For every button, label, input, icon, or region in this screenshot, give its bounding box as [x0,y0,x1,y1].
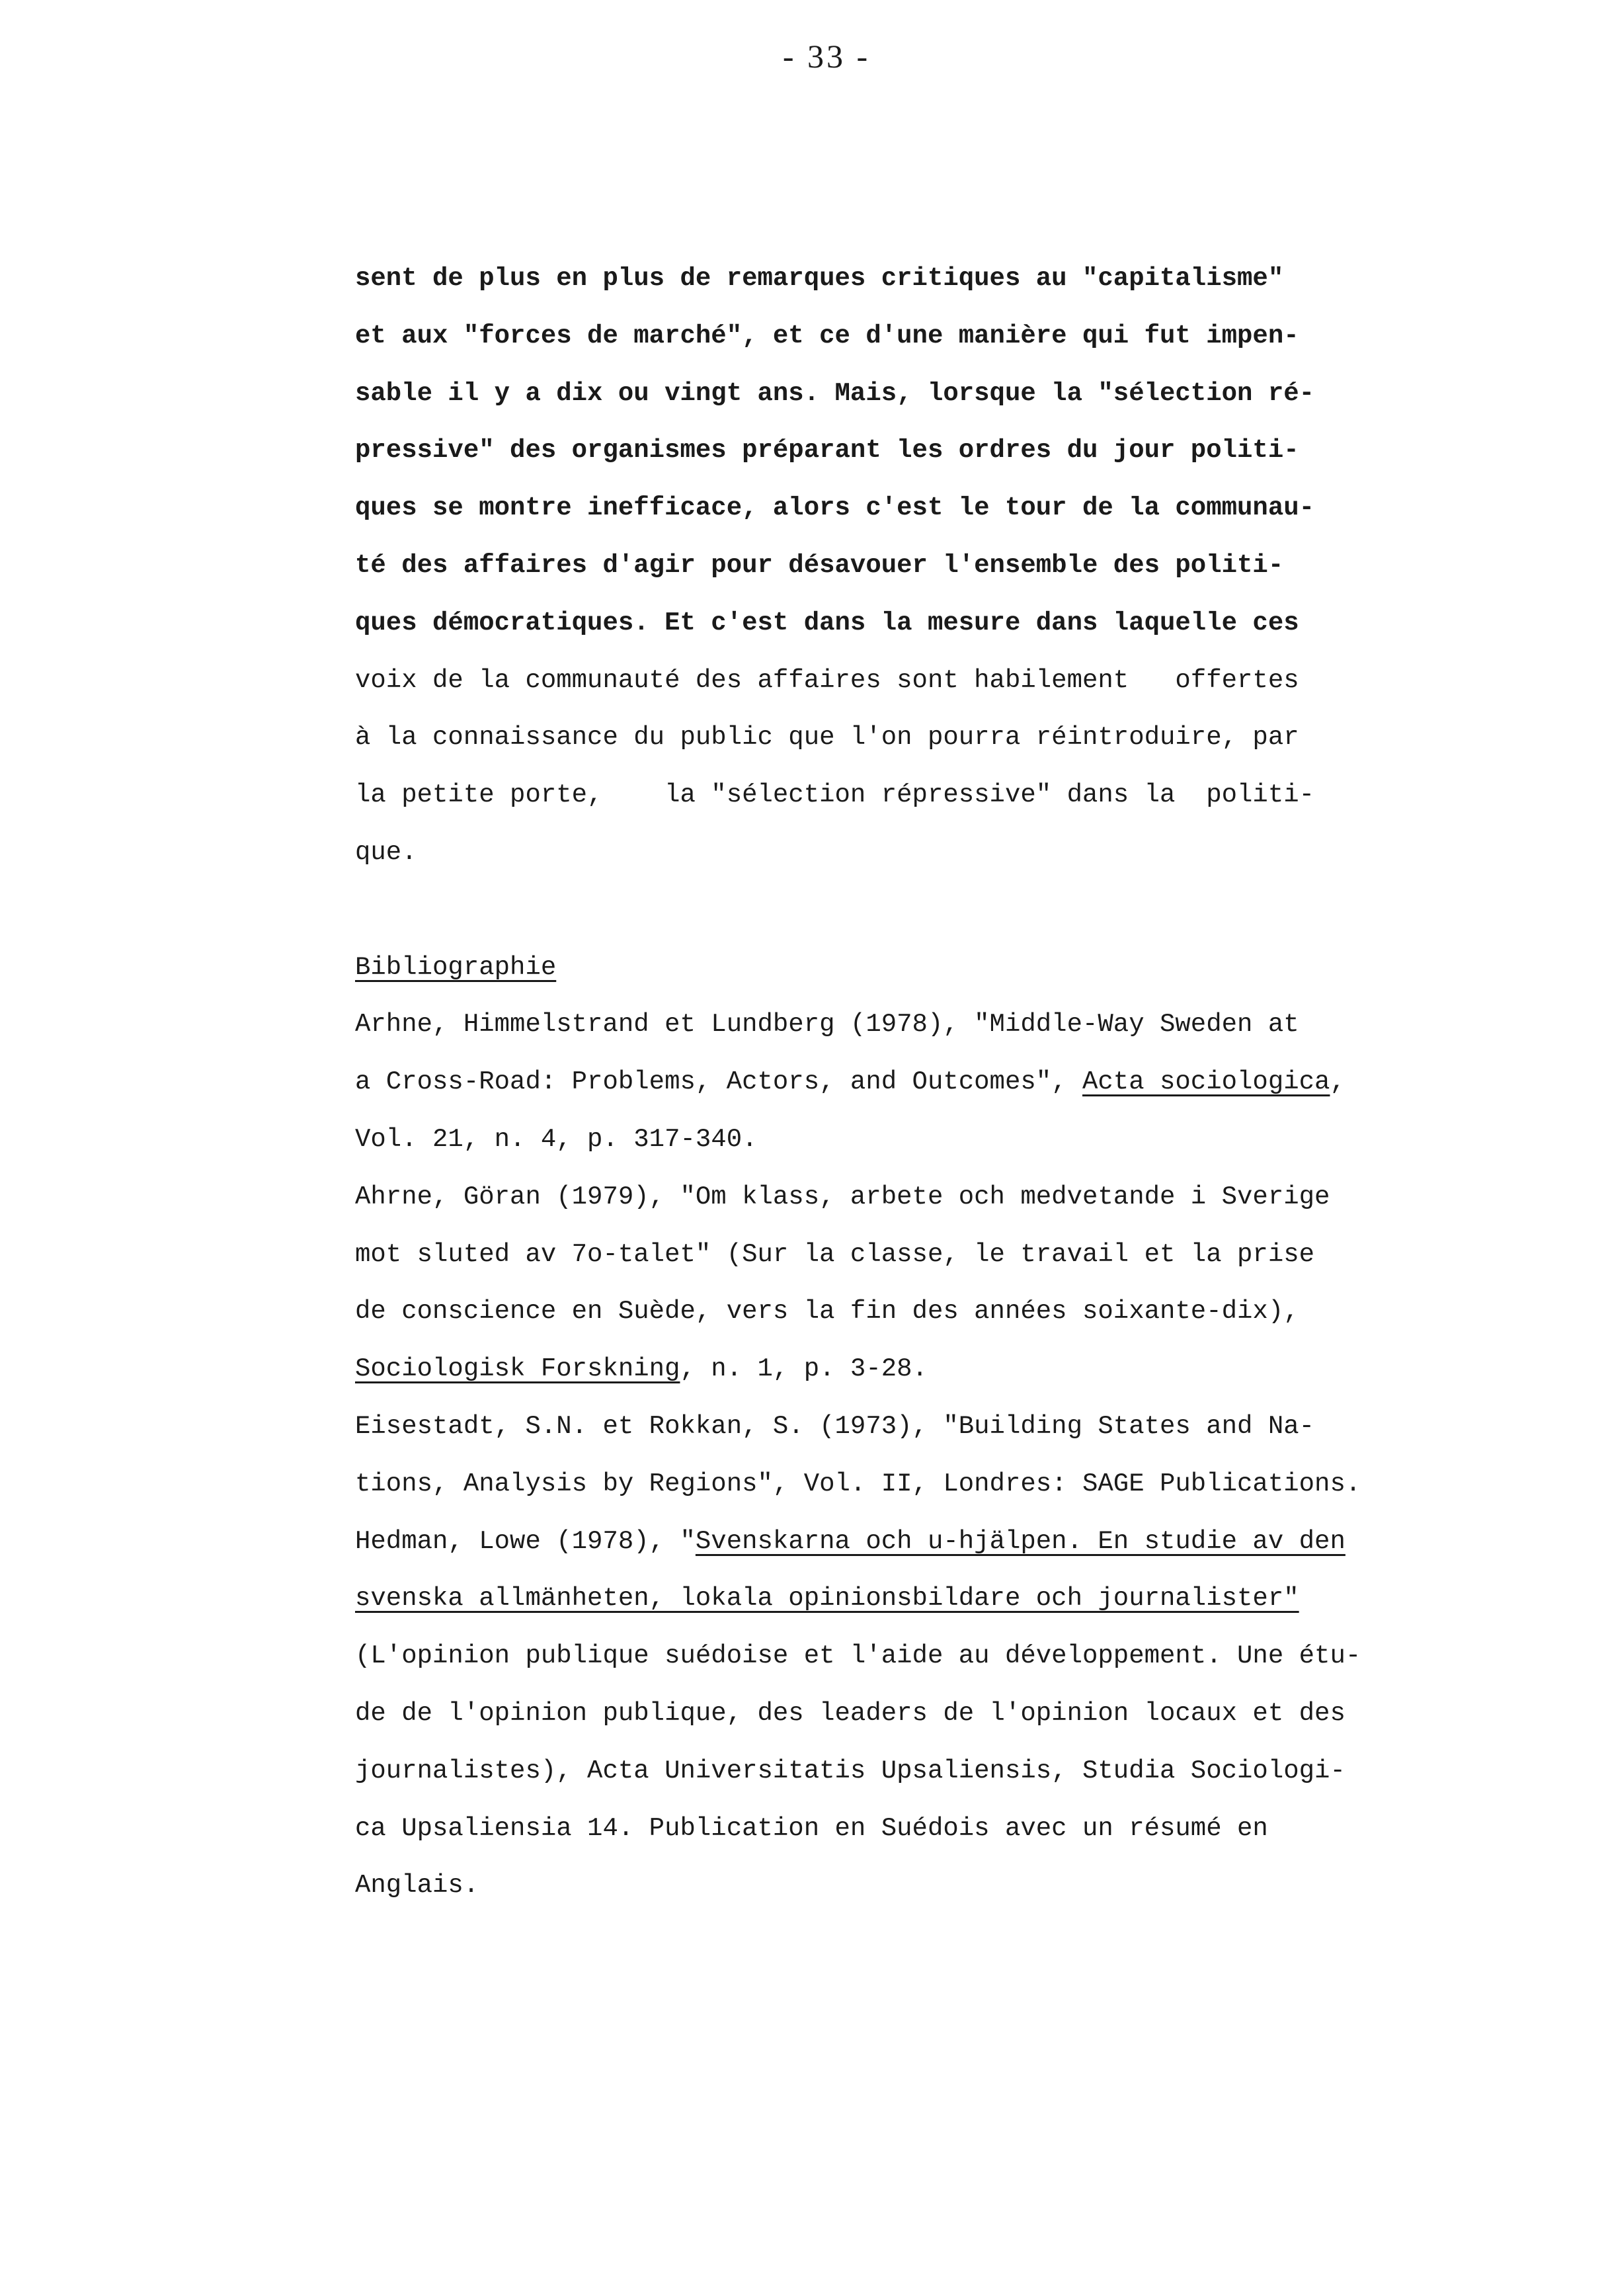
bibliography-line [355,1168,1545,1226]
bibliography-heading [355,939,1545,997]
book-title: Svenskarna och u-hjälpen. En studie av den [695,1526,1346,1556]
text-block [355,250,1545,1914]
page-number: - 33 - [782,38,871,75]
bibliography-line [355,996,1545,1053]
bibliography-line [355,1111,1545,1168]
body-line: pressive" des organismes préparant les ordres du jour politi- [355,436,1299,466]
body-line: la petite porte, la "sélection répressive" dans la politi- [355,780,1315,810]
body-line: que. [355,837,417,867]
citation-text: tions, Analysis by Regions", Vol. II, Londres: SAGE Publications. [355,1469,1361,1498]
citation-text: journalistes), Acta Universitatis Upsaliensis, Studia Sociologi- [355,1756,1346,1785]
bibliography-line [355,1340,1545,1398]
body-line: té des affaires d'agir pour désavouer l'ensemble des politi- [355,550,1284,580]
body-line: ques démocratiques. Et c'est dans la mesure dans laquelle ces [355,608,1299,637]
citation-text: Hedman, Lowe (1978), " [355,1526,696,1556]
bibliography-line [355,1857,1545,1914]
book-title: svenska allmänheten, lokala opinionsbildare och journalister" [355,1584,1299,1614]
bibliography-line [355,1456,1545,1513]
bibliography-line [355,1226,1545,1284]
journal-title: Acta sociologica [1082,1067,1330,1097]
bibliography-line [355,1627,1545,1685]
bibliography-line [355,1570,1545,1627]
citation-text: mot sluted av 7o-talet" (Sur la classe, le travail et la prise [355,1239,1315,1269]
body-line: ques se montre inefficace, alors c'est le tour de la communau- [355,493,1315,523]
bibliography-line [355,1685,1545,1742]
body-line: sable il y a dix ou vingt ans. Mais, lorsque la "sélection ré- [355,378,1315,408]
citation-text: (L'opinion publique suédoise et l'aide au développement. Une étu- [355,1641,1361,1671]
bibliography-line [355,1800,1545,1858]
spacer [355,882,1545,939]
journal-title: Sociologisk Forskning [355,1354,680,1384]
body-line: à la connaissance du public que l'on pourra réintroduire, par [355,723,1299,753]
citation-text: Arhne, Himmelstrand et Lundberg (1978), "Middle-Way Sweden at [355,1010,1299,1040]
body-line: sent de plus en plus de remarques critiques au "capitalisme" [355,264,1284,293]
citation-text: Anglais. [355,1871,479,1901]
citation-text: a Cross-Road: Problems, Actors, and Outcomes", [355,1067,1082,1097]
bibliography-line [355,1742,1545,1800]
citation-text: ca Upsaliensia 14. Publication en Suédois avec un résumé en [355,1813,1268,1843]
citation-text: , n. 1, p. 3-28. [680,1354,928,1384]
citation-text: de de l'opinion publique, des leaders de l'opinion locaux et des [355,1698,1346,1728]
citation-text: Ahrne, Göran (1979), "Om klass, arbete och medvetande i Sverige [355,1182,1330,1211]
citation-text: de conscience en Suède, vers la fin des années soixante-dix), [355,1297,1299,1327]
body-line: voix de la communauté des affaires sont habilement offertes [355,665,1299,695]
body-line: et aux "forces de marché", et ce d'une manière qui fut impen- [355,321,1299,350]
citation-text: Eisestadt, S.N. et Rokkan, S. (1973), "Building States and Na- [355,1411,1315,1441]
bibliography-line [355,1398,1545,1456]
bibliography-heading-text: Bibliographie [355,952,557,982]
citation-text: , [1330,1067,1346,1097]
bibliography-line [355,1513,1545,1571]
bibliography-line [355,1283,1545,1340]
bibliography-line [355,1053,1545,1111]
citation-text: Vol. 21, n. 4, p. 317-340. [355,1124,758,1154]
